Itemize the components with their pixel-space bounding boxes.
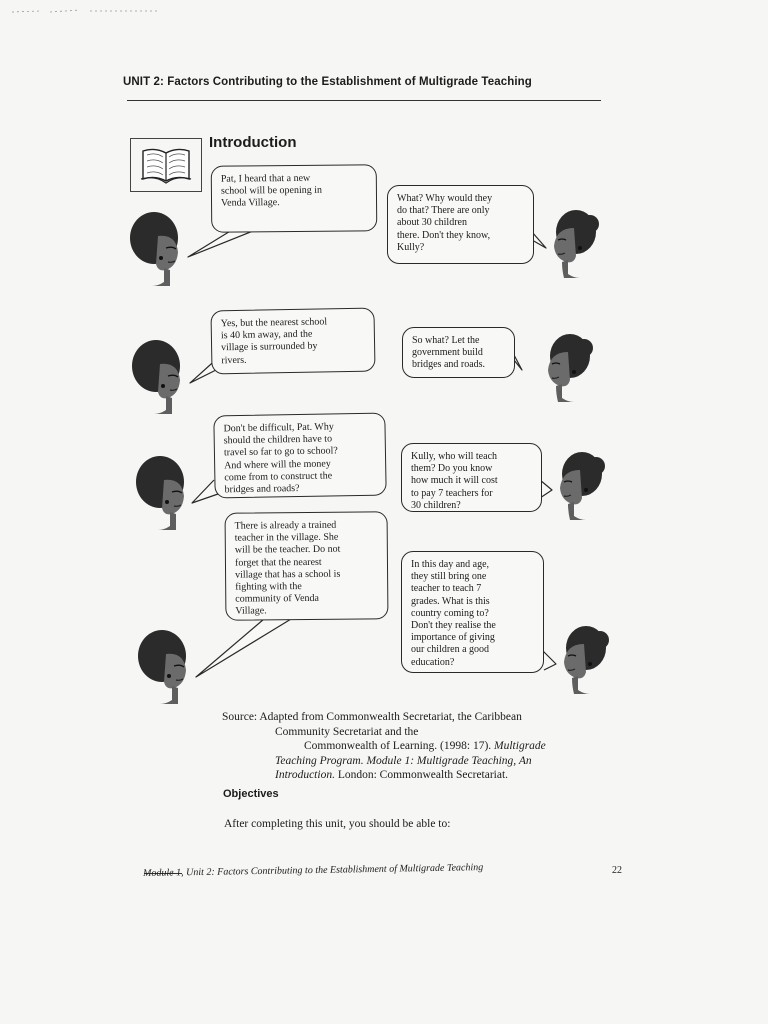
bubble-text: What? Why would they do that? There are only about 30 children there. Don't they know, Kully? <box>397 193 493 253</box>
bubble-text: Kully, who will teach them? Do you know how much it will cost to pay 7 teachers for 30 children? <box>411 451 498 511</box>
speech-bubble-left <box>225 511 389 620</box>
objectives-heading: Objectives <box>223 788 279 800</box>
objectives-text: After completing this unit, you should be able to: <box>224 818 451 830</box>
speech-bubble-left <box>210 308 375 375</box>
speech-bubble-right <box>387 185 534 264</box>
source-line <box>222 754 602 769</box>
page-number: 22 <box>612 865 622 876</box>
section-heading: Introduction <box>209 134 297 151</box>
avatar-left-woman <box>136 626 194 706</box>
speech-bubble-right <box>401 551 544 673</box>
avatar-right-woman <box>556 618 612 694</box>
speech-bubble-left <box>213 413 386 499</box>
bubble-text: In this day and age, they still bring one teacher to teach 7 grades. What is this country coming to? Don't they realise the importance of giving our children a good education? <box>411 559 496 668</box>
source-line: Community Secretariat and the <box>275 725 419 738</box>
source-citation <box>222 710 602 783</box>
avatar-left-woman <box>134 452 192 532</box>
avatar-right-woman <box>552 444 608 520</box>
unit-header-title: UNIT 2: Factors Contributing to the Establishment of Multigrade Teaching <box>123 76 532 88</box>
source-line: Source: Adapted from Commonwealth Secretariat, the Caribbean <box>222 711 522 723</box>
bubble-text: There is already a trained teacher in the village. She will be the teacher. Do not forget that the nearest village that has a school is fighting with the community of Venda Village. <box>234 519 341 618</box>
bubble-text: Don't be difficult, Pat. Why should the children have to travel so far to go to school? And where will the money come from to construct the bridges and roads? <box>223 421 338 496</box>
source-text: Commonwealth of Learning. (1998: 17). <box>304 740 495 752</box>
source-italic: Multigrade <box>494 740 546 752</box>
avatar-right-woman <box>540 326 596 402</box>
bubble-text: So what? Let the government build bridges and roads. <box>412 335 486 371</box>
source-italic: Introduction. <box>275 769 335 781</box>
avatar-left-woman <box>128 208 186 288</box>
bubble-text: Pat, I heard that a new school will be opening in Venda Village. <box>220 172 323 210</box>
speech-bubble-right <box>402 327 515 378</box>
avatar-right-woman <box>546 202 602 278</box>
source-italic: Teaching Program. Module 1: Multigrade Teaching, An <box>275 754 532 767</box>
page-footer: Module 1, Unit 2: Factors Contributing to the Establishment of Multigrade Teaching <box>143 862 484 879</box>
speech-bubble-right <box>401 443 542 512</box>
source-text: London: Commonwealth Secretariat. <box>334 769 509 781</box>
speech-bubble-left <box>211 164 378 232</box>
source-line <box>222 768 602 783</box>
source-line <box>222 739 602 754</box>
avatar-left-woman <box>130 336 188 416</box>
bubble-text: Yes, but the nearest school is 40 km away, and the village is surrounded by rivers. <box>220 316 328 366</box>
